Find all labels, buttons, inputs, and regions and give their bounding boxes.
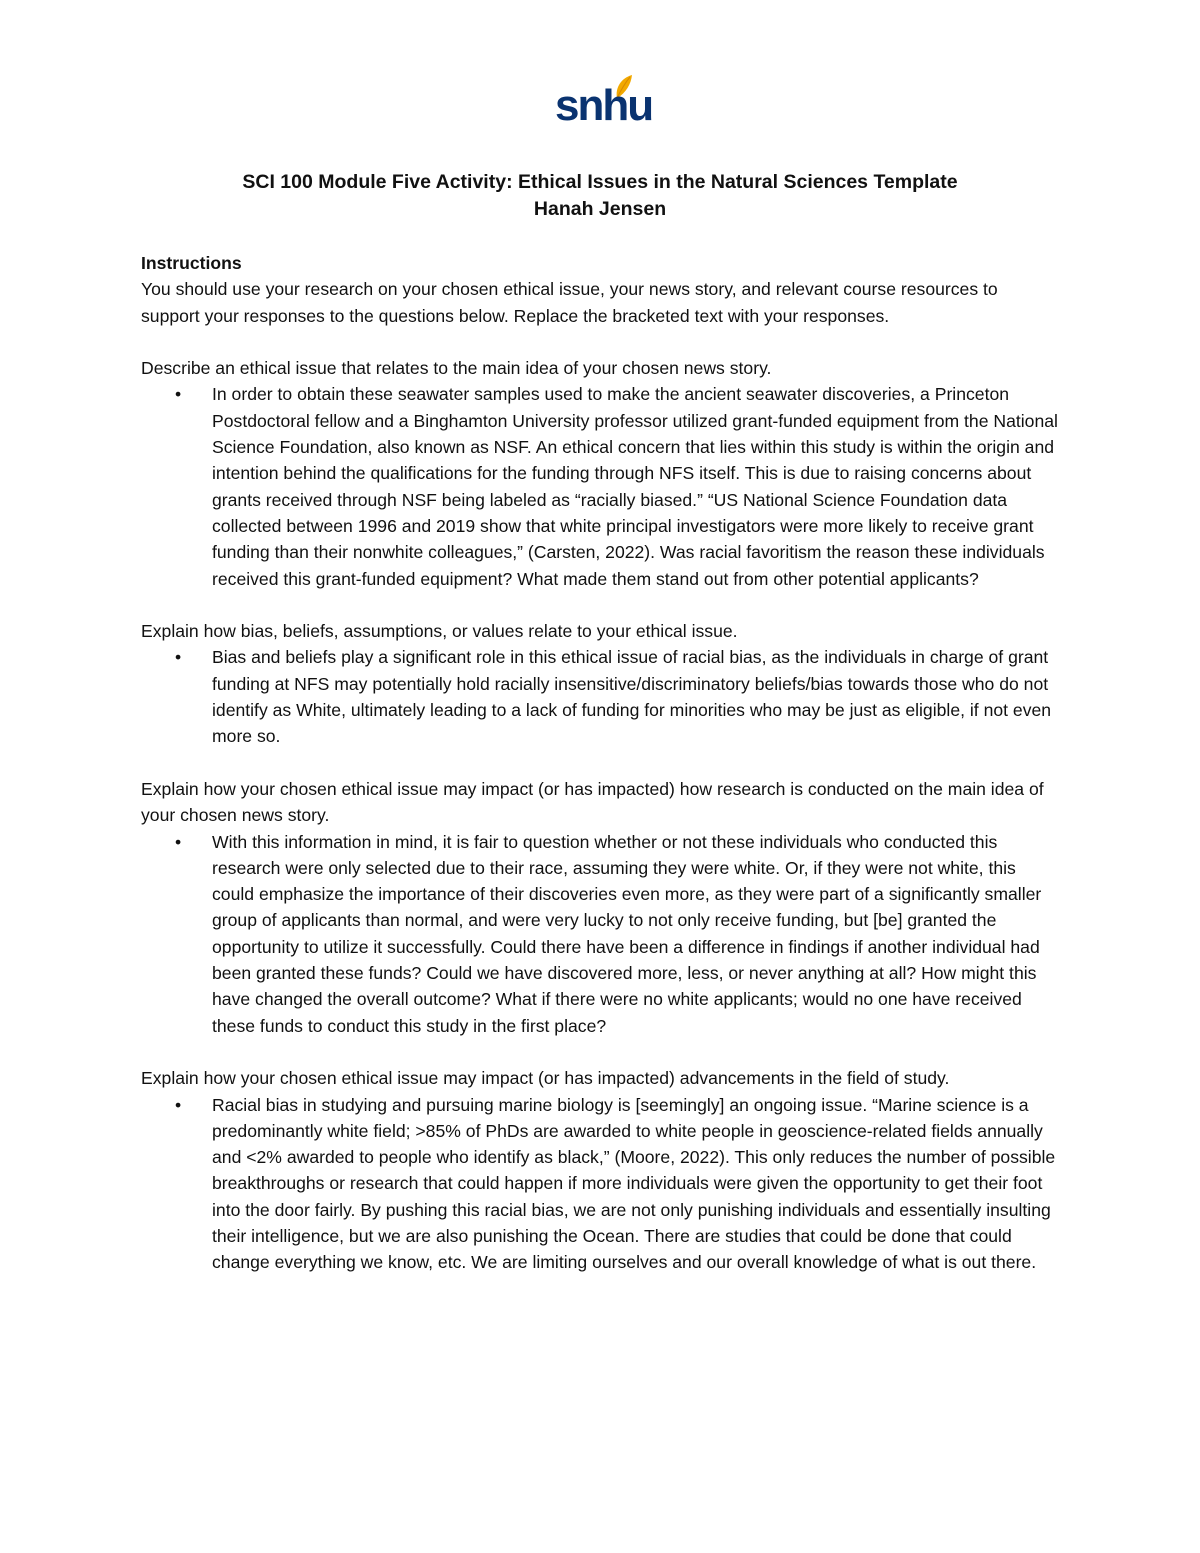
logo-wordmark: snhu <box>555 81 653 130</box>
snhu-logo <box>555 74 653 132</box>
answer-text-2: Bias and beliefs play a significant role in this ethical issue of racial bias, as the individuals in charge of grant funding at NFS may potentially hold racially insensitive/discriminatory beliefs/bias towards those who do not identify as White, ultimately leading to a lack of funding for minorities who may be just as eligible, if not even more so. <box>212 647 1052 747</box>
bullet-icon: • <box>175 384 182 405</box>
question-prompt-1: Describe an ethical issue that relates to the main idea of your chosen news story. <box>141 358 772 379</box>
instructions-heading: Instructions <box>141 253 242 273</box>
bullet-icon: • <box>175 647 182 668</box>
question-prompt-4: Explain how your chosen ethical issue may impact (or has impacted) advancements in the field of study. <box>141 1068 950 1089</box>
bullet-icon: • <box>175 831 182 852</box>
question-prompt-3: Explain how your chosen ethical issue may impact (or has impacted) how research is conducted on the main idea of your chosen news story. <box>141 778 1044 826</box>
answer-text-1: In order to obtain these seawater samples used to make the ancient seawater discoveries, a Princeton Postdoctoral fellow and a Binghamton University professor utilized grant-funded equipment from the National Science Foundation, also known as NSF. An ethical concern that lies within this study is within the origin and intention behind the qualifications for the funding through NFS itself. This is due to raising concerns about grants received through NSF being labeled as “racially biased.” “US National Science Foundation data collected between 1996 and 2019 show that white principal investigators were more likely to receive grant funding than their nonwhite colleagues,” (Carsten, 2022). Was racial favoritism the reason these individuals received this grant-funded equipment? What made them stand out from other potential applicants? <box>212 384 1058 589</box>
answer-text-4: Racial bias in studying and pursuing marine biology is [seemingly] an ongoing issue. “Marine science is a predominantly white field; >85% of PhDs are awarded to white people in geoscience-related fields annually and <2% awarded to people who identify as black,” (Moore, 2022). This only reduces the number of possible breakthroughs or research that could happen if more individuals were given the opportunity to get their foot into the door fairly. By pushing this racial bias, we are not only punishing individuals and essentially insulting their intelligence, but we are also punishing the Ocean. There are studies that could be done that could change everything we know, etc. We are limiting ourselves and our overall knowledge of what is out there. <box>212 1094 1056 1273</box>
answer-bullet-2 <box>141 644 1061 749</box>
question-prompt-2: Explain how bias, beliefs, assumptions, or values relate to your ethical issue. <box>141 621 738 642</box>
answer-bullet-4 <box>141 1092 1061 1276</box>
document-body <box>141 250 1061 1276</box>
answer-bullet-3 <box>141 829 1061 1039</box>
answer-bullet-1 <box>141 381 1061 591</box>
answer-text-3: With this information in mind, it is fair to question whether or not these individuals who conducted this research were only selected due to their race, assuming they were white. Or, if they were not white, this could emphasize the importance of their discoveries even more, as they were part of a significantly smaller group of applicants than normal, and were very lucky to not only receive funding, but [be] granted the opportunity to utilize it successfully. Could there have been a difference in findings if another individual had been granted these funds? Could we have discovered more, less, or never anything at all? How might this have changed the overall outcome? What if there were no white applicants; would no one have received these funds to conduct this study in the first place? <box>212 831 1042 1036</box>
document-title: SCI 100 Module Five Activity: Ethical Issues in the Natural Sciences Template <box>242 171 958 193</box>
bullet-icon: • <box>175 1094 182 1115</box>
instructions-text: You should use your research on your chosen ethical issue, your news story, and relevant course resources to support your responses to the questions below. Replace the bracketed text with your responses. <box>141 279 998 326</box>
author-name: Hanah Jensen <box>533 198 667 220</box>
